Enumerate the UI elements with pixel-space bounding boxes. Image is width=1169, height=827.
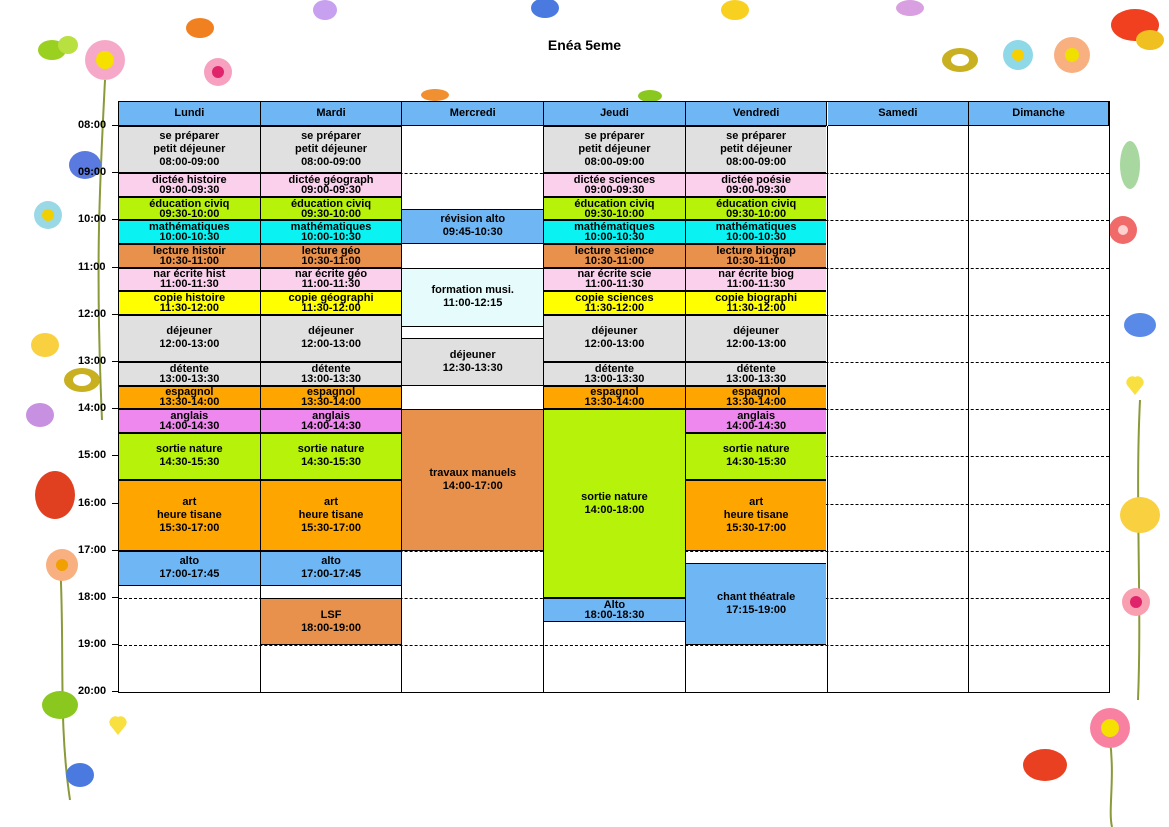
event-time: 11:00-11:30 — [301, 278, 361, 291]
hour-tick — [112, 314, 118, 315]
event-time: 11:30-12:00 — [584, 301, 645, 314]
hour-label: 15:00 — [78, 449, 107, 462]
event-time: 08:00-09:00 — [301, 156, 361, 169]
event-time: 11:00-11:30 — [726, 278, 786, 291]
event-time: 13:30-14:00 — [159, 396, 220, 409]
event-time: 18:00-18:30 — [584, 608, 645, 621]
event-time: 11:00-12:15 — [443, 297, 503, 310]
event-time: 12:30-13:30 — [442, 361, 503, 374]
event-title: nar écrite hist — [153, 268, 226, 281]
event-title: formation musi. — [431, 284, 514, 297]
event-title: travaux manuels — [429, 466, 517, 479]
event-time: 08:00-09:00 — [159, 156, 220, 169]
event-time: 08:00-09:00 — [584, 156, 645, 169]
event-title: art — [182, 495, 197, 508]
event-title: heure tisane — [156, 508, 222, 521]
schedule-event[interactable] — [261, 220, 402, 244]
schedule-event[interactable] — [119, 386, 260, 410]
event-time: 11:00-11:30 — [585, 278, 644, 291]
hour-label: 14:00 — [78, 402, 107, 415]
event-time: 09:45-10:30 — [442, 226, 503, 239]
day-header-mercredi: Mercredi — [402, 102, 544, 126]
event-title: sortie nature — [581, 490, 648, 503]
hour-tick — [112, 219, 118, 220]
event-time: 14:00-17:00 — [442, 479, 503, 492]
event-time: 17:00-17:45 — [159, 568, 220, 581]
event-title: déjeuner — [166, 325, 213, 338]
event-title: espagnol — [306, 386, 356, 399]
event-title: copie biographi — [715, 291, 798, 304]
event-title: mathématiques — [715, 221, 797, 234]
schedule-event[interactable] — [544, 315, 685, 362]
event-title: nar écrite biog — [718, 268, 795, 281]
event-title: espagnol — [731, 386, 781, 399]
event-time: 09:00-09:30 — [584, 183, 645, 196]
event-title: alto — [321, 555, 341, 568]
page-title: Enéa 5eme — [547, 37, 622, 53]
hour-label: 09:00 — [78, 166, 107, 179]
schedule-event[interactable] — [119, 244, 260, 268]
event-title: anglais — [170, 409, 209, 422]
schedule-event[interactable] — [119, 362, 260, 386]
event-title: heure tisane — [298, 508, 364, 521]
event-time: 18:00-19:00 — [301, 621, 361, 634]
event-time: 15:30-17:00 — [159, 521, 220, 534]
event-title: petit déjeuner — [294, 143, 368, 156]
event-time: 14:30-15:30 — [159, 456, 220, 469]
event-time: 11:00-11:30 — [159, 278, 219, 291]
event-title: copie histoire — [153, 291, 226, 304]
schedule-event[interactable] — [261, 480, 402, 551]
event-time: 13:00-13:30 — [159, 372, 220, 385]
schedule-event[interactable] — [686, 220, 827, 244]
event-time: 14:00-18:00 — [584, 503, 645, 516]
event-title: copie sciences — [575, 291, 654, 304]
event-time: 10:00-10:30 — [159, 231, 220, 244]
day-header-samedi: Samedi — [828, 102, 970, 126]
event-title: alto — [179, 555, 200, 568]
schedule-event[interactable] — [686, 197, 827, 221]
event-title: se préparer — [301, 130, 361, 143]
event-title: petit déjeuner — [153, 143, 226, 156]
schedule-event[interactable] — [261, 244, 402, 268]
event-title: mathématiques — [148, 221, 230, 234]
event-time: 11:30-12:00 — [159, 301, 219, 314]
event-title: Alto — [603, 598, 626, 611]
hour-label: 10:00 — [78, 213, 107, 226]
schedule-event[interactable] — [119, 173, 260, 197]
event-time: 12:00-13:00 — [584, 338, 645, 351]
schedule-event[interactable] — [544, 409, 685, 598]
schedule-event[interactable] — [261, 598, 402, 645]
event-title: petit déjeuner — [720, 143, 793, 156]
event-time: 09:00-09:30 — [301, 183, 361, 196]
schedule-event[interactable] — [261, 551, 402, 586]
event-title: sortie nature — [722, 443, 790, 456]
event-title: lecture histoir — [152, 244, 226, 257]
event-time: 09:00-09:30 — [726, 183, 787, 196]
event-title: déjeuner — [591, 325, 638, 338]
event-title: art — [324, 495, 339, 508]
event-title: heure tisane — [723, 508, 789, 521]
event-time: 11:30-12:00 — [726, 301, 786, 314]
hour-label: 08:00 — [78, 119, 107, 131]
schedule-event[interactable] — [686, 315, 827, 362]
event-time: 08:00-09:00 — [726, 156, 787, 169]
hour-label: 19:00 — [78, 638, 107, 651]
hour-tick — [112, 597, 118, 598]
event-title: révision alto — [440, 213, 506, 226]
event-title: nar écrite scie — [577, 268, 652, 281]
schedule-event[interactable] — [686, 433, 827, 480]
event-title: déjeuner — [733, 325, 780, 338]
hour-label: 11:00 — [78, 260, 106, 273]
event-time: 10:30-11:00 — [726, 254, 786, 267]
weekly-timetable — [118, 101, 1110, 693]
event-time: 17:15-19:00 — [726, 603, 787, 616]
schedule-event[interactable] — [686, 291, 827, 315]
hour-tick — [112, 503, 118, 504]
event-time: 13:30-14:00 — [301, 396, 361, 409]
event-time: 10:00-10:30 — [584, 231, 645, 244]
hour-tick — [112, 125, 118, 126]
event-title: mathématiques — [574, 221, 655, 234]
hour-tick — [112, 267, 118, 268]
day-header-dimanche: Dimanche — [969, 102, 1109, 126]
event-time: 10:00-10:30 — [726, 231, 787, 244]
event-title: détente — [169, 362, 209, 375]
schedule-event[interactable] — [119, 197, 260, 221]
event-title: nar écrite géo — [294, 268, 368, 281]
event-title: espagnol — [165, 386, 214, 399]
event-title: éducation civiq — [290, 197, 372, 210]
hour-label: 18:00 — [78, 591, 107, 603]
schedule-event[interactable] — [261, 433, 402, 480]
hour-label: 20:00 — [78, 685, 107, 698]
event-time: 15:30-17:00 — [726, 521, 787, 534]
event-time: 11:30-12:00 — [301, 301, 361, 314]
event-title: se préparer — [584, 130, 645, 143]
schedule-event[interactable] — [544, 386, 685, 410]
hour-tick — [112, 361, 118, 362]
event-time: 09:30-10:00 — [726, 207, 787, 220]
schedule-event[interactable] — [402, 409, 543, 551]
event-time: 12:00-13:00 — [159, 338, 220, 351]
event-time: 09:00-09:30 — [159, 183, 220, 196]
schedule-event[interactable] — [686, 173, 827, 197]
event-time: 10:30-11:00 — [301, 254, 361, 267]
schedule-event[interactable] — [686, 409, 827, 433]
hour-tick — [112, 455, 118, 456]
event-time: 13:30-14:00 — [726, 396, 787, 409]
hour-tick — [112, 172, 118, 173]
event-title: chant théatrale — [717, 590, 796, 603]
schedule-event[interactable] — [119, 220, 260, 244]
schedule-event[interactable] — [402, 268, 543, 327]
event-time: 09:30-10:00 — [584, 207, 645, 220]
schedule-event[interactable] — [119, 268, 260, 292]
event-title: détente — [311, 362, 351, 375]
event-title: se préparer — [726, 130, 787, 143]
event-title: anglais — [312, 409, 350, 422]
event-title: sortie nature — [156, 443, 223, 456]
hour-label: 13:00 — [78, 355, 107, 367]
event-title: déjeuner — [449, 348, 496, 361]
schedule-event[interactable] — [261, 362, 402, 386]
event-title: déjeuner — [308, 325, 354, 338]
day-header-lundi: Lundi — [119, 102, 261, 126]
hour-tick — [112, 408, 118, 409]
schedule-event[interactable] — [119, 315, 260, 362]
schedule-event[interactable] — [686, 268, 827, 292]
event-time: 09:30-10:00 — [301, 207, 361, 220]
hour-gridline — [119, 645, 1109, 646]
event-time: 15:30-17:00 — [301, 521, 361, 534]
event-time: 10:30-11:00 — [159, 254, 219, 267]
schedule-event[interactable] — [119, 551, 260, 586]
day-header-jeudi: Jeudi — [544, 102, 686, 126]
event-title: lecture géo — [301, 244, 361, 257]
event-title: anglais — [737, 409, 776, 422]
hour-label: 12:00 — [78, 307, 107, 320]
schedule-event[interactable] — [544, 220, 685, 244]
hour-tick — [112, 691, 118, 692]
schedule-event[interactable] — [544, 126, 685, 173]
event-time: 14:00-14:30 — [301, 419, 361, 432]
event-time: 14:30-15:30 — [726, 456, 787, 469]
event-time: 13:00-13:30 — [726, 372, 787, 385]
event-title: dictée histoire — [152, 173, 227, 186]
schedule-event[interactable] — [261, 197, 402, 221]
event-title: se préparer — [159, 130, 220, 143]
event-title: détente — [594, 362, 634, 375]
schedule-event[interactable] — [261, 386, 402, 410]
schedule-event[interactable] — [119, 480, 260, 551]
schedule-event[interactable] — [544, 598, 685, 622]
event-title: LSF — [320, 608, 342, 621]
hour-tick — [112, 550, 118, 551]
schedule-event[interactable] — [402, 209, 543, 244]
schedule-event[interactable] — [544, 291, 685, 315]
event-time: 10:00-10:30 — [301, 231, 361, 244]
event-title: éducation civiq — [149, 197, 230, 210]
schedule-event[interactable] — [119, 409, 260, 433]
schedule-event[interactable] — [544, 244, 685, 268]
event-time: 14:00-14:30 — [159, 419, 220, 432]
schedule-event[interactable] — [686, 480, 827, 551]
schedule-event[interactable] — [261, 126, 402, 173]
schedule-event[interactable] — [686, 126, 827, 173]
schedule-event[interactable] — [261, 409, 402, 433]
event-time: 13:00-13:30 — [301, 372, 361, 385]
event-title: lecture science — [574, 244, 655, 257]
event-title: détente — [736, 362, 776, 375]
event-title: art — [749, 495, 764, 508]
event-time: 17:00-17:45 — [301, 568, 361, 581]
event-time: 13:30-14:00 — [584, 396, 645, 409]
schedule-event[interactable] — [544, 362, 685, 386]
schedule-event[interactable] — [686, 563, 827, 646]
event-title: dictée sciences — [573, 173, 656, 186]
schedule-event[interactable] — [261, 291, 402, 315]
day-header-mardi: Mardi — [261, 102, 403, 126]
hour-label: 17:00 — [78, 543, 107, 556]
schedule-event[interactable] — [686, 362, 827, 386]
event-time: 12:00-13:00 — [726, 338, 787, 351]
event-time: 14:00-14:30 — [726, 419, 787, 432]
hour-tick — [112, 644, 118, 645]
schedule-event[interactable] — [544, 173, 685, 197]
schedule-event[interactable] — [402, 338, 543, 385]
event-title: éducation civiq — [716, 197, 797, 210]
schedule-event[interactable] — [261, 315, 402, 362]
event-title: copie géographi — [288, 291, 374, 304]
event-title: dictée géograph — [288, 173, 374, 186]
event-title: sortie nature — [297, 443, 365, 456]
event-title: espagnol — [590, 386, 639, 399]
event-title: mathématiques — [290, 221, 372, 234]
event-time: 13:00-13:30 — [584, 372, 645, 385]
schedule-event[interactable] — [686, 386, 827, 410]
event-time: 14:30-15:30 — [301, 456, 361, 469]
event-title: petit déjeuner — [578, 143, 651, 156]
schedule-event[interactable] — [544, 268, 685, 292]
event-title: dictée poésie — [721, 173, 791, 186]
schedule-event[interactable] — [261, 268, 402, 292]
hour-label: 16:00 — [78, 496, 107, 509]
event-title: éducation civiq — [574, 197, 655, 210]
schedule-event[interactable] — [119, 291, 260, 315]
schedule-event[interactable] — [686, 244, 827, 268]
day-header-vendredi: Vendredi — [686, 102, 828, 126]
schedule-event[interactable] — [544, 197, 685, 221]
event-title: lecture biograp — [716, 244, 796, 257]
schedule-event[interactable] — [261, 173, 402, 197]
event-time: 09:30-10:00 — [159, 207, 220, 220]
schedule-event[interactable] — [119, 126, 260, 173]
schedule-event[interactable] — [119, 433, 260, 480]
event-time: 10:30-11:00 — [584, 254, 645, 267]
event-time: 12:00-13:00 — [301, 338, 361, 351]
